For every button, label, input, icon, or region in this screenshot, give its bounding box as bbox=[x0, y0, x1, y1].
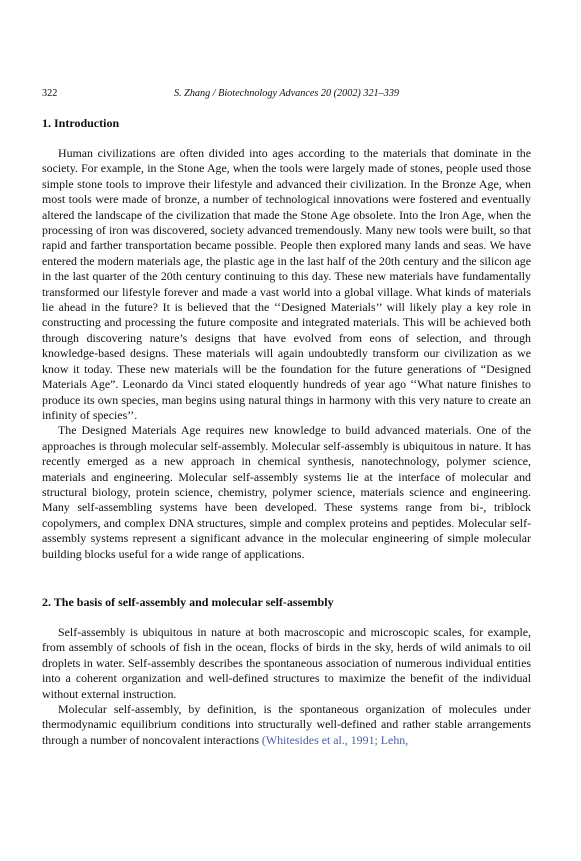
section-body-introduction bbox=[42, 146, 531, 562]
section-body-self-assembly bbox=[42, 625, 531, 748]
section-heading-introduction: 1. Introduction bbox=[42, 116, 120, 130]
citation-link[interactable]: (Whitesides et al., 1991; Lehn, bbox=[261, 732, 409, 747]
page-number: 322 bbox=[42, 88, 58, 99]
paragraph: Human civilizations are often divided into ages according to the materials that dominate in the society. For example, in the Stone Age, when the tools were largely made of stones, people used those simple stone tools to improve their lifestyle and advanced their civilization. In the Bronze Age, when most tools were made of bronze, a number of technological innovations were fostered and eventually altered the landscape of the civilization that made the Stone Age obsolete. Into the Iron Age, when the processing of iron was discovered, society advanced tremendously. Many new tools were built, so that rapid and farther transportation became possible. People then explored many lands and seas. We have entered the modern materials age, the plastic age in the last half of the 20th century and the silicon age in the last quarter of the 20th century continuing to this day. These new materials have fundamentally transformed our lifestyle forever and made a vast world into a global village. What kinds of materials lie ahead in the future? It is believed that the ‘‘Designed Materials’’ will likely play a key role in constructing and processing the future composite and integrated materials. This will be achieved both through discovering nature’s designs that have evolved from eons of selection, and through knowledge-based designs. These materials will again undoubtedly transform our civilization as we know it today. These new materials will be the foundation for the future generations of “Designed Materials Age”. Leonardo da Vinci stated eloquently hundreds of year ago ‘‘What nature finishes to produce its own species, man begins using natural things in harmony with this very nature to create an infinity of species’’. bbox=[42, 146, 531, 422]
journal-reference: S. Zhang / Biotechnology Advances 20 (2002) 321–339 bbox=[173, 88, 400, 99]
section-heading-self-assembly: 2. The basis of self-assembly and molecular self-assembly bbox=[42, 594, 334, 609]
running-header bbox=[42, 88, 531, 104]
paragraph bbox=[42, 702, 531, 748]
paragraph: The Designed Materials Age requires new knowledge to build advanced materials. One of the approaches is through molecular self-assembly. Molecular self-assembly is ubiquitous in nature. It has recently emerged as a new approach in chemical synthesis, nanotechnology, polymer science, materials and engineering. Molecular self-assembly systems lie at the interface of molecular and structural biology, protein science, chemistry, polymer science, materials science and engineering. Many self-assembling systems have been developed. These systems range from bi-, triblock copolymers, and complex DNA structures, simple and complex proteins and peptides. Molecular self-assembly systems represent a significant advance in the molecular engineering of simple molecular building blocks useful for a wide range of applications. bbox=[42, 423, 531, 561]
paragraph: Self-assembly is ubiquitous in nature at both macroscopic and microscopic scales, for example, from assembly of schools of fish in the ocean, flocks of birds in the sky, herds of wild animals to oil droplets in water. Self-assembly describes the spontaneous association of numerous individual entities into a coherent organization and well-defined structures to maximize the benefit of the individual without external instruction. bbox=[42, 624, 531, 701]
paper-page bbox=[42, 88, 531, 748]
paragraph-text: Molecular self-assembly, by definition, is the spontaneous organization of molecules under thermodynamic equilibrium conditions into structurally well-defined and rather stable arrangements through a number of noncovalent interactions bbox=[42, 702, 531, 747]
